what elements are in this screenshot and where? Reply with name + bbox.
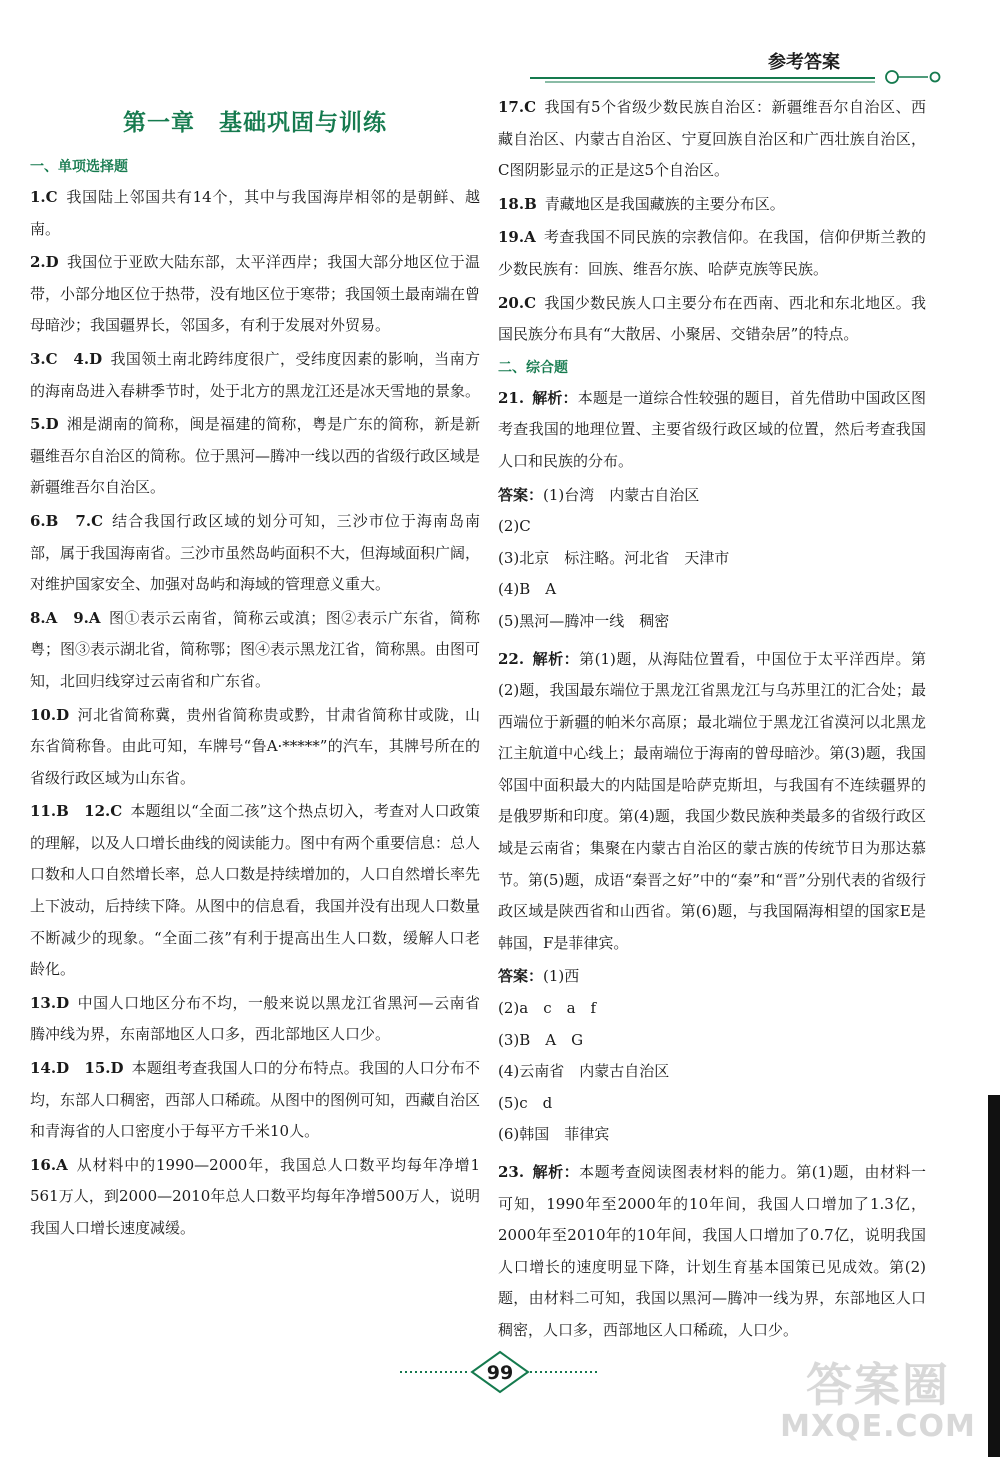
analysis-label: 解析： [532, 649, 580, 668]
list-item [30, 506, 480, 601]
item-number: 13.D [30, 993, 70, 1012]
header-rule-icon [530, 64, 950, 94]
item-text: 湘是湖南的简称，闽是福建的简称，粤是广东的简称，新是新疆维吾尔自治区的简称。位于黑河—腾冲一线以西的省级行政区域是新疆维吾尔自治区。 [30, 415, 481, 497]
item-text: 本题组以“全面二孩”这个热点切入，考查对人口政策的理解，以及人口增长曲线的阅读能力。图中有两个重要信息：总人口数和人口自然增长率，总人口数是持续增加的，人口自然增长率先上下波动，后持续下降。从图中的信息看，我国并没有出现人口数量不断减少的现象。“全面二孩”有利于提高出生人口数，缓解人口老龄化。 [30, 802, 481, 979]
list-item [30, 409, 480, 504]
item-number: 23. [498, 1163, 525, 1181]
answer-line: (5)c d [498, 1093, 553, 1112]
analysis-label: 解析： [532, 1163, 580, 1181]
list-item [30, 247, 480, 342]
item-text: 青藏地区是我国藏族的主要分布区。 [544, 194, 785, 213]
list-item [498, 189, 926, 221]
item-number: 21. [498, 388, 525, 407]
watermark-logo: 答案圈 [806, 1358, 950, 1412]
analysis-label: 解析： [532, 388, 578, 407]
list-item [30, 988, 480, 1051]
item-text: 中国人口地区分布不均，一般来说以黑龙江省黑河—云南省腾冲线为界，东南部地区人口多，西北部地区人口少。 [30, 993, 480, 1044]
question-23 [498, 1157, 926, 1347]
item-text: 结合我国行政区域的划分可知，三沙市位于海南岛南部，属于我国海南省。三沙市虽然岛屿面积不大，但海域面积广阔，对维护国家安全、加强对岛屿和海域的管理意义重大。 [30, 511, 481, 594]
item-number: 19.A [498, 228, 536, 247]
question-22 [498, 644, 926, 960]
question-21 [498, 383, 926, 478]
item-text: 从材料中的1990—2000年，我国总人口数平均每年净增1 561万人，到2000—2010年总人口数平均每年净增500万人，说明我国人口增长速度减缓。 [30, 1155, 480, 1237]
list-item [30, 1150, 480, 1245]
item-number: 14.D 15.D [30, 1059, 124, 1078]
item-text: 本题组考查我国人口的分布特点。我国的人口分布不均，东部人口稠密，西部人口稀疏。从图中的图例可知，西藏自治区和青海省的人口密度小于每平方千米10人。 [30, 1059, 481, 1141]
answer-line [498, 961, 926, 993]
page-number: 99 [486, 1362, 514, 1384]
item-number: 16.A [30, 1155, 68, 1174]
item-text: 我国少数民族人口主要分布在西南、西北和东北地区。我国民族分布具有“大散居、小聚居、交错杂居”的特点。 [498, 293, 926, 344]
section-title-comprehensive: 二、综合题 [498, 359, 568, 376]
watermark [778, 1360, 978, 1450]
item-number: 6.B 7.C [30, 511, 104, 530]
header-label: 参考答案 [768, 52, 840, 73]
item-text: 图①表示云南省，简称云或滇；图②表示广东省，简称粤；图③表示湖北省，简称鄂；图④表示黑龙江省，简称黑。由图可知，北回归线穿过云南省和广东省。 [30, 608, 481, 690]
answer-line: (6)韩国 菲律宾 [498, 1125, 610, 1144]
item-number: 2.D [30, 253, 59, 272]
page-number-badge [400, 1347, 600, 1397]
item-text: 河北省简称冀，贵州省简称贵或黔，甘肃省简称甘或陇，山东省简称鲁。由此可知，车牌号“鲁A·*****”的汽车，其牌号所在的省级行政区域为山东省。 [30, 705, 480, 787]
item-number: 1.C [30, 188, 58, 206]
item-text: 考查我国不同民族的宗教信仰。在我国，信仰伊斯兰教的少数民族有：回族、维吾尔族、哈萨克族等民族。 [498, 228, 926, 278]
item-number: 8.A 9.A [30, 608, 101, 627]
answer-label: 答案： [498, 967, 544, 986]
list-item [498, 288, 926, 351]
analysis-text: 第(1)题，从海陆位置看，中国位于太平洋西岸。第(2)题，我国最东端位于黑龙江省黑龙江与乌苏里江的汇合处；最西端位于新疆的帕米尔高原；最北端位于黑龙江省漠河以北黑龙江主航道中心线上；最南端位于海南的曾母暗沙。第(3)题，我国邻国中面积最大的内陆国是哈萨克斯坦，与我国有不连续疆界的是俄罗斯和印度。第(4)题，我国少数民族种类最多的省级行政区域是云南省；集聚在内蒙古自治区的蒙古族的传统节日为那达慕节。第(5)题，成语“秦晋之好”中的“秦”和“晋”分别代表的省级行政区域是陕西省和山西省。第(6)题，与我国隔海相望的国家E是韩国，F是菲律宾。 [498, 649, 926, 952]
item-number: 20.C [498, 293, 537, 312]
list-item [498, 222, 926, 285]
analysis-text: 本题考查阅读图表材料的能力。第(1)题，由材料一可知，1990年至2000年的10年间，我国人口增加了1.3亿，2000年至2010年的10年间，我国人口增加了0.7亿，说明我国人口增长的速度明显下降，计划生育基本国策已见成效。第(2)题，由材料二可知，我国以黑河—腾冲一线为界，东部地区人口稠密，人口多，西部地区人口稀疏，人口少。 [498, 1163, 926, 1339]
left-column [30, 108, 480, 1247]
answer-line: (3)B A G [498, 1030, 584, 1049]
answer-line: (4)B A [498, 580, 557, 599]
item-number: 10.D [30, 705, 70, 724]
answer-line: (2)C [498, 517, 531, 536]
analysis-text: 本题是一道综合性较强的题目，首先借助中国政区图考查我国的地理位置、主要省级行政区域的位置，然后考查我国人口和民族的分布。 [498, 388, 926, 470]
answer-text: (1)台湾 内蒙古自治区 [543, 485, 700, 504]
item-text: 我国领土南北跨纬度很广，受纬度因素的影响，当南方的海南岛进入春耕季节时，处于北方的黑龙江还是冰天雪地的景象。 [30, 349, 481, 400]
item-text: 我国有5个省级少数民族自治区：新疆维吾尔自治区、西藏自治区、内蒙古自治区、宁夏回族自治区和广西壮族自治区，C图阴影显示的正是这5个自治区。 [498, 98, 926, 180]
list-item [30, 796, 480, 986]
item-text: 我国位于亚欧大陆东部，太平洋西岸；我国大部分地区位于温带，小部分地区位于热带，没有地区位于寒带；我国领土最南端在曾母暗沙；我国疆界长，邻国多，有利于发展对外贸易。 [30, 253, 481, 335]
answer-line: (5)黑河—腾冲一线 稠密 [498, 611, 670, 630]
item-number: 17.C [498, 98, 537, 116]
watermark-url: MXQE.COM [780, 1409, 976, 1444]
list-item [30, 1053, 480, 1148]
list-item [498, 92, 926, 187]
answer-block [498, 480, 926, 638]
answer-line: (2)a c a f [498, 999, 597, 1018]
right-column [498, 92, 926, 1349]
item-text: 我国陆上邻国共有14个，其中与我国海岸相邻的是朝鲜、越南。 [30, 188, 480, 238]
answer-label: 答案： [498, 485, 544, 504]
list-item [30, 603, 480, 698]
answer-line: (4)云南省 内蒙古自治区 [498, 1062, 670, 1081]
answer-block [498, 961, 926, 1151]
list-item [30, 700, 480, 795]
section-title-single-choice: 一、单项选择题 [30, 159, 128, 175]
chapter-title: 第一章 基础巩固与训练 [123, 110, 387, 136]
page-ornament-icon [400, 1347, 600, 1397]
item-number: 22. [498, 649, 525, 668]
answer-line: (3)北京 标注略。河北省 天津市 [498, 548, 730, 567]
side-tab [988, 1095, 1000, 1457]
list-item [30, 182, 480, 245]
item-number: 3.C 4.D [30, 349, 103, 368]
answer-line [498, 480, 926, 512]
answer-text: (1)西 [543, 967, 580, 986]
item-number: 18.B [498, 194, 537, 213]
item-number: 5.D [30, 415, 59, 434]
list-item [30, 344, 480, 407]
item-number: 11.B 12.C [30, 802, 123, 821]
